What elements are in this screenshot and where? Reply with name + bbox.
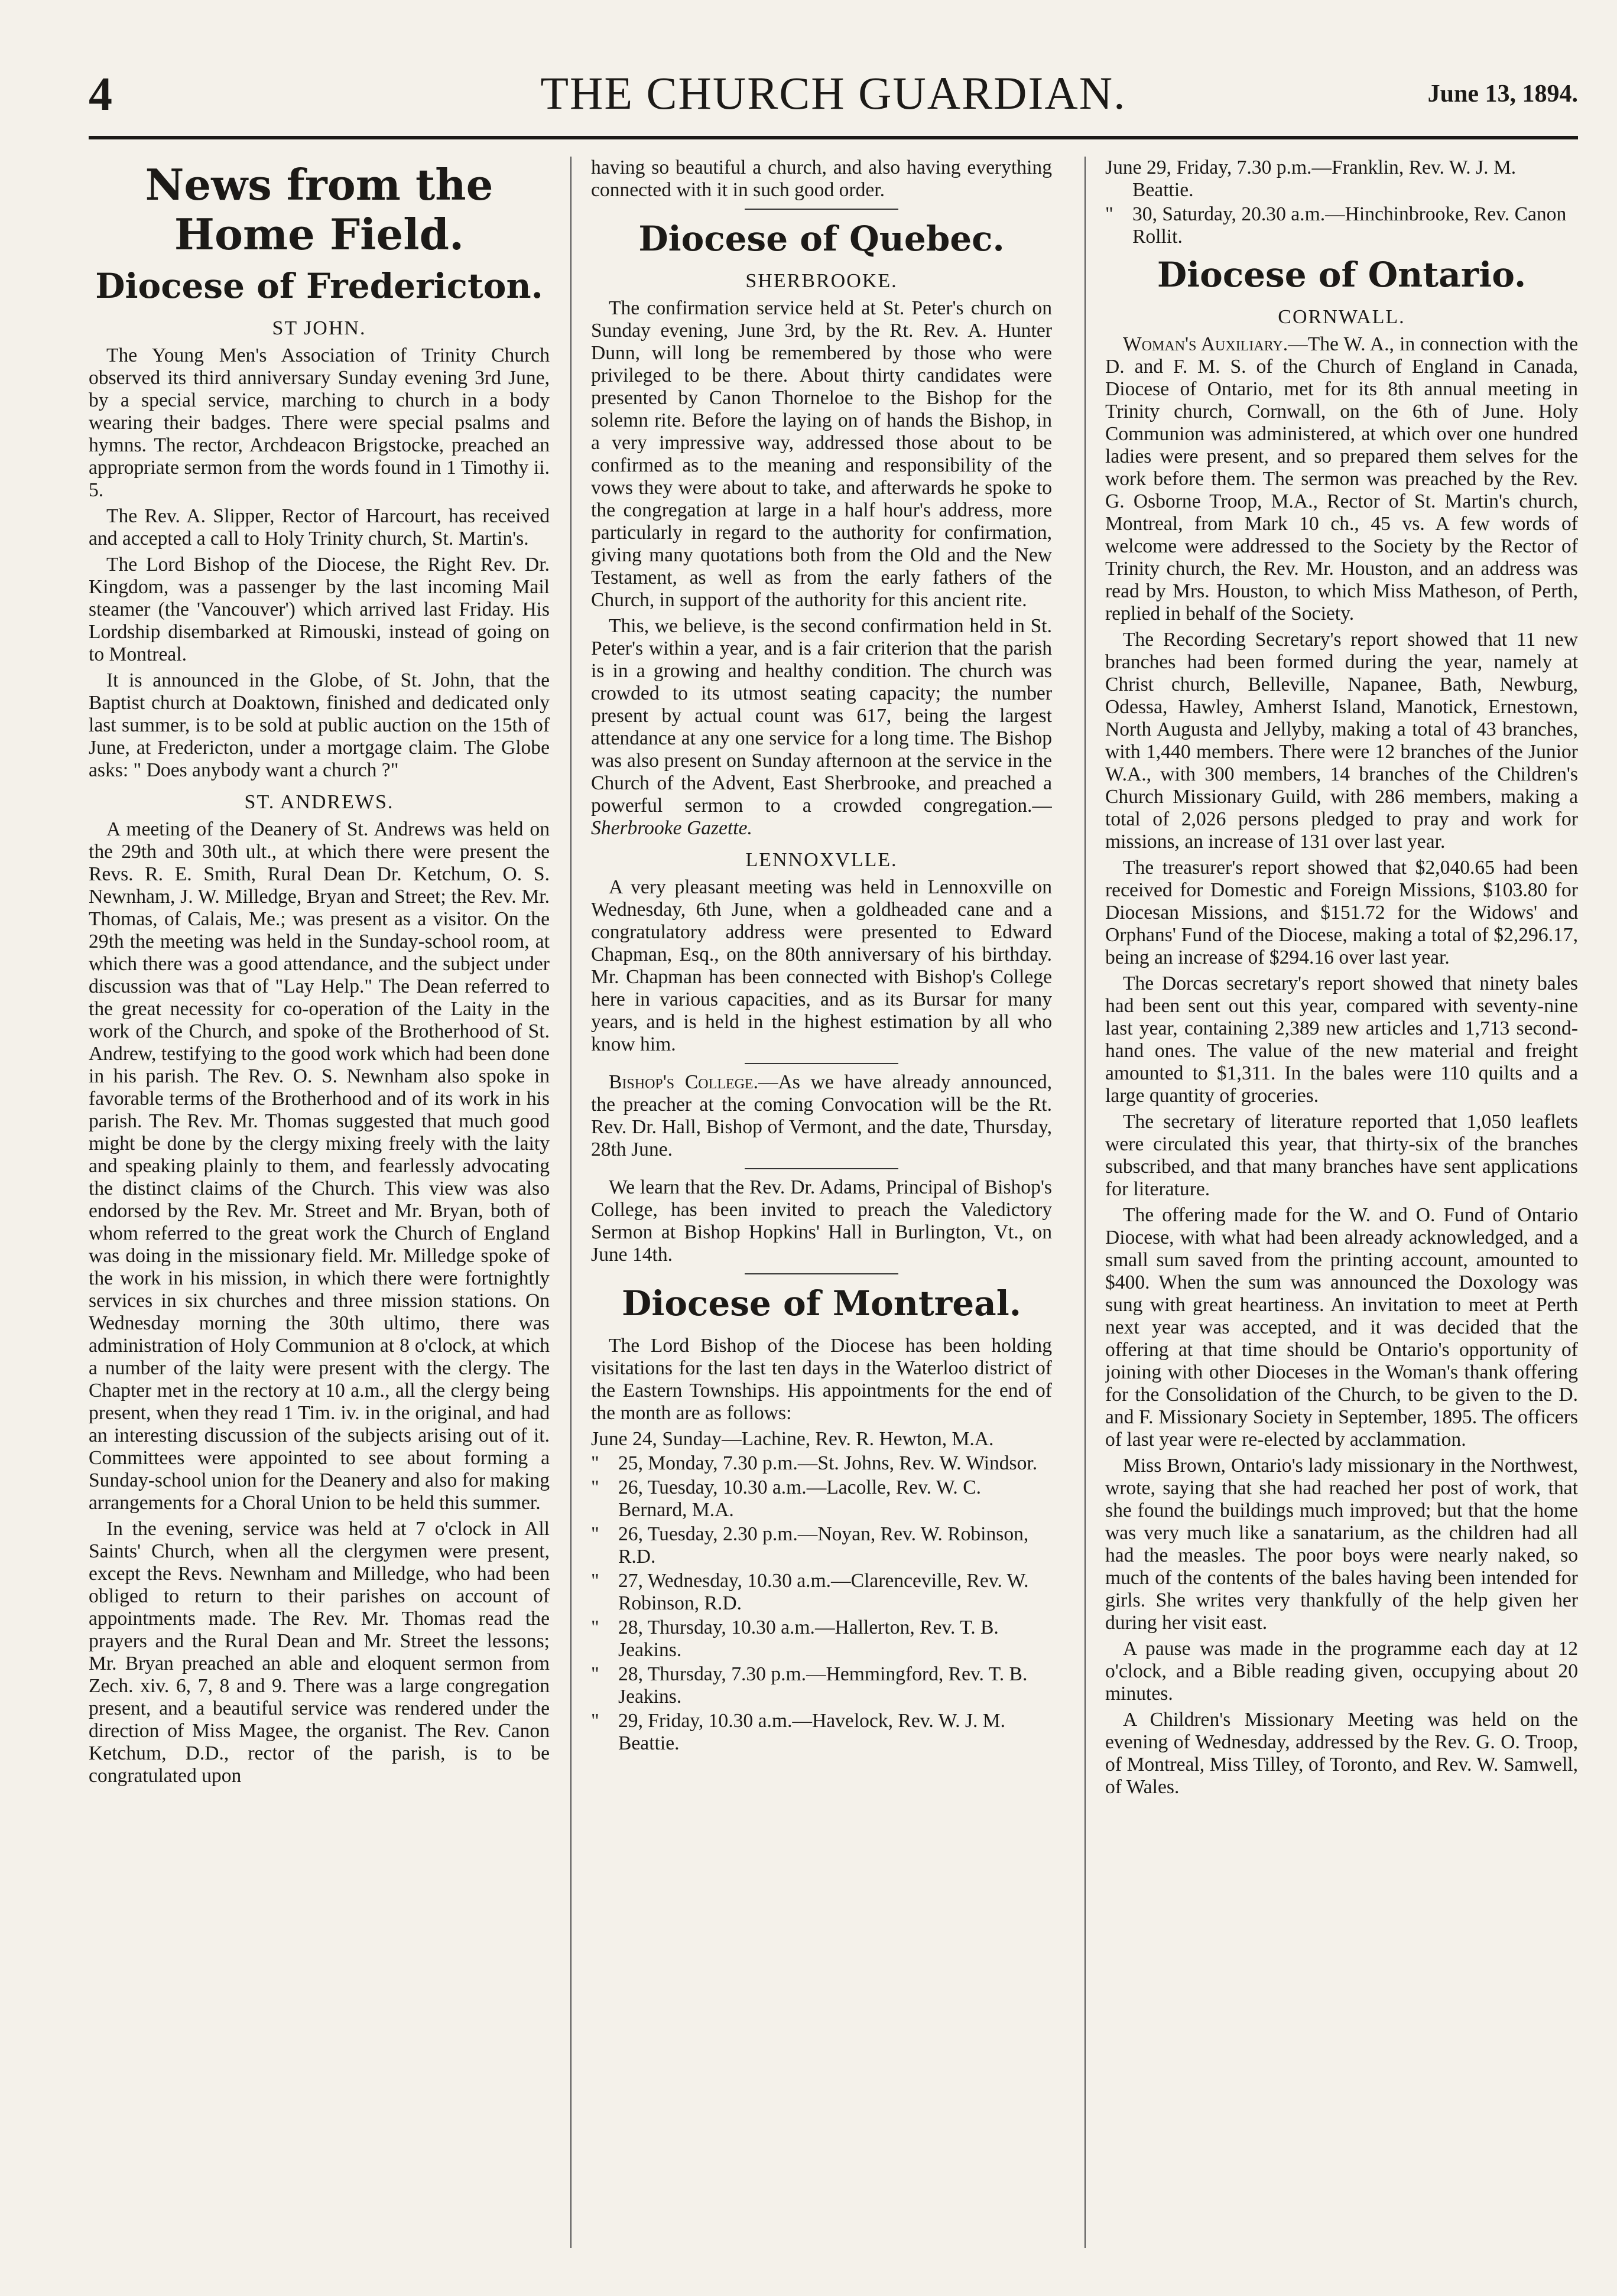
diocese-heading-montreal: Diocese of Montreal. bbox=[622, 1283, 1021, 1323]
column-rule-2 bbox=[1085, 157, 1086, 2248]
schedule-text: 28, Thursday, 7.30 p.m.—Hemmingford, Rev. T. B. Jeakins. bbox=[618, 1663, 1028, 1708]
ditto-mark: " bbox=[1105, 203, 1113, 225]
column-3 bbox=[1105, 157, 1578, 2260]
visitation-schedule bbox=[591, 1428, 1052, 1755]
ditto-mark: " bbox=[591, 1617, 599, 1638]
article-paragraph: The Lord Bishop of the Diocese has been holding visitations for the last ten days in the Waterloo district of the Eastern Townships. His appointments for the end of the month are as follows: bbox=[591, 1335, 1052, 1424]
schedule-text: 26, Tuesday, 2.30 p.m.—Noyan, Rev. W. Robinson, R.D. bbox=[618, 1523, 1029, 1567]
issue-date: June 13, 1894. bbox=[1427, 80, 1578, 108]
article-paragraph: A very pleasant meeting was held in Lennoxville on Wednesday, 6th June, when a goldheaded cane and a congratulatory address were presented to Edward Chapman, Esq., on the 80th anniversary of his birthday. Mr. Chapman has been connected with Bishop's College here in various capacities, and as its Bursar for many years, and is held in the highest estimation by all who know him. bbox=[591, 876, 1052, 1055]
article-paragraph: In the evening, service was held at 7 o'clock in All Saints' Church, when all the clergymen were present, except the Revs. Newnham and Milledge, who had been obliged to return to their parishes on account of appointments made. The Rev. Mr. Thomas read the prayers and the Rural Dean and Mr. Street the lessons; Mr. Bryan preached an able and eloquent sermon from Zech. xiv. 6, 7, 8 and 9. There was a large congregation present, and a beautiful service was rendered under the direction of Miss Magee, the organist. The Rev. Canon Ketchum, D.D., rector of the parish, is to be congratulated upon bbox=[89, 1518, 550, 1787]
subheading-st-andrews: ST. ANDREWS. bbox=[244, 791, 394, 813]
masthead-title: THE CHURCH GUARDIAN. bbox=[540, 67, 1126, 119]
column-2 bbox=[591, 157, 1052, 2260]
article-paragraph: The Young Men's Association of Trinity Church observed its third anniversary Sunday evening 3rd June, by a special service, marching to church in a body wearing their badges. There were special psalms and hymns. The rector, Archdeacon Brigstocke, preached an appropriate sermon from the words found in 1 Timothy ii. 5. bbox=[89, 344, 550, 501]
paragraph-text: This, we believe, is the second confirmation held in St. Peter's within a year, and is a fair criterion that the parish is in a growing and healthy condition. The church was crowded to its utmost seating capacity; the number present by actual count was 617, being the largest attendance at any one service for a long time. The Bishop was also present on Sunday afternoon at the service in the Church of the Advent, East Sherbrooke, and preached a powerful sermon to a crowded congregation. bbox=[591, 615, 1052, 817]
newspaper-page bbox=[89, 56, 1578, 2266]
diocese-heading-quebec: Diocese of Quebec. bbox=[638, 219, 1005, 259]
short-rule bbox=[745, 1168, 898, 1169]
article-paragraph bbox=[1105, 333, 1578, 625]
article-paragraph: It is announced in the Globe, of St. John, that the Baptist church at Doaktown, finished and dedicated only last summer, is to be sold at public auction on the 15th of June, at Fredericton, under a mortgage claim. The Globe asks: " Does anybody want a church ?" bbox=[89, 669, 550, 781]
schedule-item bbox=[591, 1570, 1052, 1615]
schedule-item bbox=[591, 1452, 1052, 1475]
subheading-st-john: ST JOHN. bbox=[272, 317, 366, 339]
paragraph-lead: Bishop's College. bbox=[609, 1071, 758, 1093]
schedule-text: 29, Friday, 10.30 a.m.—Havelock, Rev. W. J. M. Beattie. bbox=[618, 1710, 1006, 1754]
schedule-text: Friday, 7.30 p.m.—Franklin, Rev. W. J. M. Beattie. bbox=[1132, 157, 1517, 201]
article-paragraph: A Children's Missionary Meeting was held on the evening of Wednesday, addressed by the Rev. G. O. Troop, of Montreal, Miss Tilley, of Toronto, and Rev. W. Samwell, of Wales. bbox=[1105, 1709, 1578, 1798]
short-rule bbox=[745, 1273, 898, 1274]
article-paragraph: The treasurer's report showed that $2,040.65 had been received for Domestic and Foreign Missions, $103.80 for Diocesan Missions, and $151.72 for the Widows' and Orphans' Fund of the Diocese, making a total of $2,296.17, being an increase of $294.16 over last year. bbox=[1105, 857, 1578, 968]
paragraph-text: —As we have already announced, the preacher at the coming Convocation will be the Rt. Rev. Dr. Hall, Bishop of Vermont, and the date, Thursday, 28th June. bbox=[591, 1071, 1052, 1160]
column-rule-1 bbox=[570, 157, 572, 2248]
schedule-item bbox=[591, 1523, 1052, 1568]
paragraph-lead: Woman's Auxiliary. bbox=[1123, 333, 1288, 355]
diocese-heading-fredericton: Diocese of Fredericton. bbox=[95, 266, 543, 306]
article-paragraph: This, we believe, is the second confirmation held in St. Peter's within a year, and is a fair criterion that the parish is in a growing and healthy condition. The church was crowded to its utmost seating capacity; the number present by actual count was 617, being the largest attendance at any one service for a long time. The Bishop was also present on Sunday afternoon at the service in the Church of the Advent, East Sherbrooke, and preached a powerful sermon to a crowded congregation.—Sherbrooke Gazette. bbox=[591, 615, 1052, 839]
article-paragraph: The confirmation service held at St. Peter's church on Sunday evening, June 3rd, by the Rt. Rev. A. Hunter Dunn, will long be remembered by those who were privileged to be there. About thirty candidates were presented by Canon Thorneloe to the Bishop for the solemn rite. Before the laying on of hands the Bishop, in a very impressive way, addressed those about to be confirmed as to the meaning and responsibility of the vows they were about to take, and afterwards he spoke to the congregation at large in a half hour's address, more particularly in regard to the authority for confirmation, giving many quotations both from the Old and the New Testament, as well as from the early fathers of the Church, in support of the authority for this ancient rite. bbox=[591, 297, 1052, 611]
article-paragraph: The offering made for the W. and O. Fund of Ontario Diocese, with what had been already acknowledged, and a small sum saved from the printing account, amounted to $400. When the sum was announced the Doxology was sung with great heartiness. An invitation to meet at Perth next year was accepted, and it was decided that the offering at that time should be Ontario's opportunity of joining with other Dioceses in the Woman's thank offering for the Consolidation of the Church, to be given to the D. and F. Missionary Society in September, 1895. The officers of last year were re-elected by acclammation. bbox=[1105, 1204, 1578, 1451]
ditto-mark: " bbox=[591, 1663, 599, 1685]
schedule-text: 26, Tuesday, 10.30 a.m.—Lacolle, Rev. W. C. Bernard, M.A. bbox=[618, 1477, 982, 1521]
article-paragraph: The Recording Secretary's report showed that 11 new branches had been formed during the year, namely at Christ church, Belleville, Napanee, Bath, Newburg, Odessa, Hawley, Amherst Island, Manotick, Ernestown, North Augusta and Jellyby, making a total of 43 branches, with 1,440 members. There were 12 branches of the Junior W.A., with 300 members, 14 branches of the Children's Church Missionary Guild, with 286 members, making a total of 2,026 persons pledged to pray and work for missions, an increase of 131 over last year. bbox=[1105, 629, 1578, 853]
diocese-heading-ontario: Diocese of Ontario. bbox=[1157, 255, 1527, 295]
schedule-item bbox=[1105, 157, 1578, 201]
schedule-item bbox=[591, 1663, 1052, 1708]
ditto-mark: " bbox=[591, 1452, 599, 1474]
article-paragraph bbox=[591, 1071, 1052, 1161]
schedule-item bbox=[591, 1477, 1052, 1521]
schedule-text: 30, Saturday, 20.30 a.m.—Hinchinbrooke, Rev. Canon Rollit. bbox=[1132, 203, 1567, 248]
schedule-text: Sunday—Lachine, Rev. R. Hewton, M.A. bbox=[662, 1428, 994, 1450]
paragraph-text: —The W. A., in connection with the D. and F. M. S. of the Church of England in Canada, Diocese of Ontario, met for its 8th annual meeting in Trinity church, Cornwall, on the 6th of June. Holy Communion was administered, at which over one hundred ladies were present, and so prepared them selves for the work before them. The sermon was preached by the Rev. G. Osborne Troop, M.A., Rector of St. Martin's church, Montreal, from Mark 10 ch., 45 vs. A few words of welcome were addressed to the Society by the Rector of Trinity church, the Rev. Mr. Houston, and an address was read by Mrs. Houston, to which Miss Matheson, of Perth, replied in behalf of the Society. bbox=[1105, 333, 1578, 625]
subheading-cornwall: CORNWALL. bbox=[1278, 306, 1405, 328]
page-header bbox=[89, 56, 1578, 139]
article-paragraph: having so beautiful a church, and also having everything connected with it in such good order. bbox=[591, 157, 1052, 201]
short-rule bbox=[745, 1063, 898, 1064]
page-number: 4 bbox=[89, 69, 112, 121]
article-paragraph: The Rev. A. Slipper, Rector of Harcourt, has received and accepted a call to Holy Trinity church, St. Martin's. bbox=[89, 505, 550, 549]
article-paragraph: The secretary of literature reported that 1,050 leaflets were circulated this year, that thirty-six of the branches subscribed, and that many branches have sent applications for literature. bbox=[1105, 1111, 1578, 1200]
schedule-text: 28, Thursday, 10.30 a.m.—Hallerton, Rev. T. B. Jeakins. bbox=[618, 1617, 999, 1661]
source-credit: Sherbrooke Gazette. bbox=[591, 817, 752, 839]
visitation-schedule-continued bbox=[1105, 157, 1578, 248]
header-rule bbox=[89, 136, 1578, 139]
ditto-mark: " bbox=[591, 1477, 599, 1498]
article-paragraph: We learn that the Rev. Dr. Adams, Principal of Bishop's College, has been invited to preach the Valedictory Sermon at Bishop Hopkins' Hall in Burlington, Vt., on June 14th. bbox=[591, 1176, 1052, 1266]
schedule-item bbox=[591, 1428, 1052, 1451]
schedule-item bbox=[1105, 203, 1578, 248]
subheading-sherbrooke: SHERBROOKE. bbox=[745, 270, 898, 292]
article-paragraph: A meeting of the Deanery of St. Andrews was held on the 29th and 30th ult., at which there were present the Revs. R. E. Smith, Rural Dean Dr. Ketchum, O. S. Newnham, J. W. Milledge, Bryan and Street; the Rev. Mr. Thomas, of Calais, Me.; was present as a visitor. On the 29th the meeting was held in the Sunday-school room, at which there was a good attendance, and the subject under discussion was that of "Lay Help." The Dean referred to the great necessity for co-operation of the Laity in the work of the Church, and spoke of the Brotherhood of St. Andrew, testifying to the good work which had been done in his parish. The Rev. O. S. Newnham also spoke in favorable terms of the Brotherhood and of its work in his parish. The Rev. Mr. Thomas suggested that much good might be done by the clergy mixing freely with the laity and speaking plainly to them, and fearlessly advocating the distinct claims of the Church. This view was also endorsed by the Rev. Mr. Street and Mr. Bryan, both of whom referred to the great work the Church of England was doing in the missionary field. Mr. Milledge spoke of the work in his mission, in which there were fortnightly services in six churches and three mission stations. On Wednesday morning the 30th ultimo, there was administration of Holy Communion at 8 o'clock, at which a number of the laity were present with the clergy. The Chapter met in the rectory at 10 a.m., all the clergy being present, when they read 1 Tim. iv. in the original, and had an interesting discussion of the subjects arising out of it. Committees were appointed to see about forming a Sunday-school union for the Deanery and also for making arrangements for a Choral Union to be held this summer. bbox=[89, 818, 550, 1514]
ditto-mark: " bbox=[591, 1523, 599, 1545]
article-paragraph: Miss Brown, Ontario's lady missionary in the Northwest, wrote, saying that she had reached her post of work, that she found the buildings much improved; but that the home was very much like a sanatarium, as the children had all had the measles. The poor boys were nearly naked, so much of the contents of the bales having been intended for girls. She writes very thankfully of the help given her during her visit east. bbox=[1105, 1455, 1578, 1634]
schedule-item bbox=[591, 1710, 1052, 1755]
schedule-text: 27, Wednesday, 10.30 a.m.—Clarenceville, Rev. W. Robinson, R.D. bbox=[618, 1570, 1029, 1614]
article-paragraph: The Dorcas secretary's report showed that ninety bales had been sent out this year, compared with seventy-nine last year, containing 2,389 new articles and 1,713 second-hand ones. The value of the new material and freight amounted to $1,311. In the bales were 110 quilts and a large quantity of groceries. bbox=[1105, 973, 1578, 1107]
article-paragraph: A pause was made in the programme each day at 12 o'clock, and a Bible reading given, occupying about 20 minutes. bbox=[1105, 1638, 1578, 1705]
article-paragraph: The Lord Bishop of the Diocese, the Right Rev. Dr. Kingdom, was a passenger by the last incoming Mail steamer (the 'Vancouver') which arrived last Friday. His Lordship disembarked at Rimouski, instead of going on to Montreal. bbox=[89, 554, 550, 665]
schedule-lead: June 29, bbox=[1105, 157, 1171, 178]
schedule-lead: June 24, bbox=[591, 1428, 657, 1450]
schedule-item bbox=[591, 1617, 1052, 1661]
column-1 bbox=[89, 157, 550, 2260]
section-heading: News from the Home Field. bbox=[145, 160, 493, 259]
short-rule bbox=[745, 209, 898, 210]
ditto-mark: " bbox=[591, 1710, 599, 1732]
schedule-text: 25, Monday, 7.30 p.m.—St. Johns, Rev. W. Windsor. bbox=[618, 1452, 1038, 1474]
subheading-lennoxville: LENNOXVLLE. bbox=[745, 849, 898, 871]
ditto-mark: " bbox=[591, 1570, 599, 1592]
